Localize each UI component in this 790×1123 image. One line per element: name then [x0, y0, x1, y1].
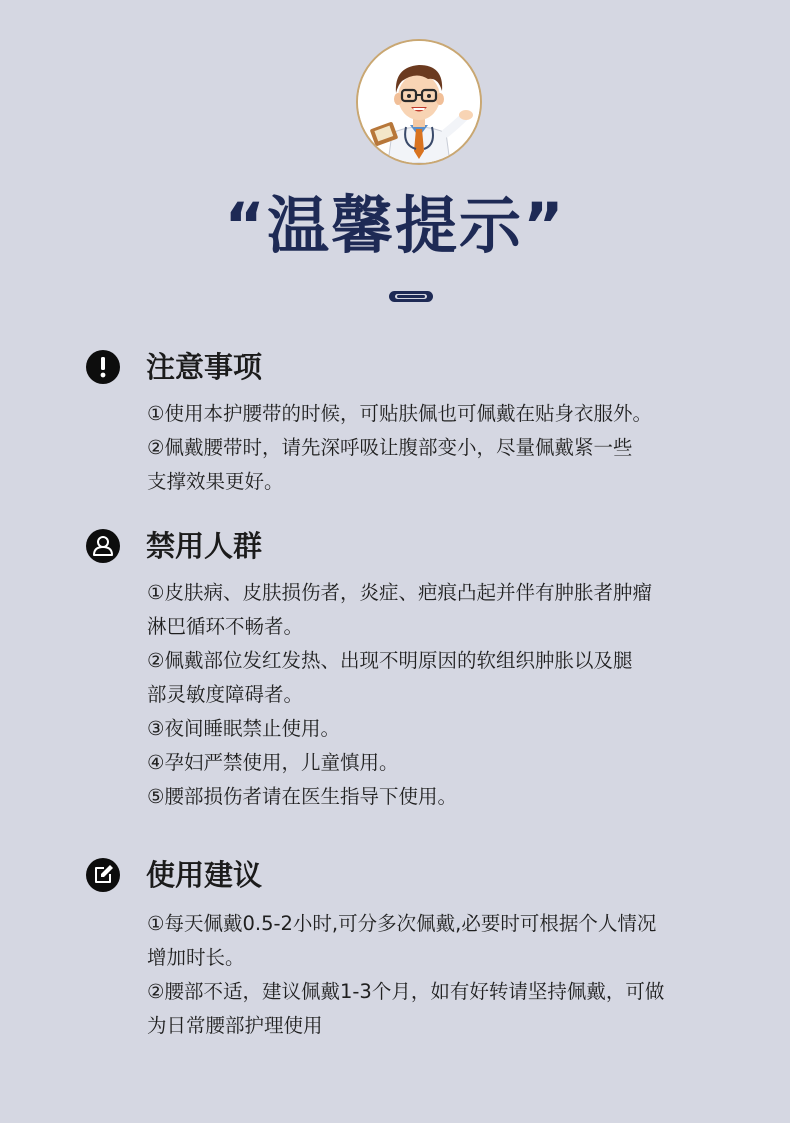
body-line: 为日常腰部护理使用 [147, 1014, 323, 1037]
body-line: ②腰部不适，建议佩戴1-3个月，如有好转请坚持佩戴，可做 [147, 980, 665, 1003]
section-body [147, 907, 664, 1043]
user-icon [86, 529, 120, 563]
section-body [147, 576, 652, 814]
doctor-avatar-icon [358, 41, 480, 163]
section-body [147, 397, 652, 499]
section-title: 注意事项 [146, 350, 263, 384]
edit-icon [86, 858, 120, 892]
body-line: ③夜间睡眠禁止使用。 [147, 717, 340, 740]
body-line: 增加时长。 [147, 946, 245, 969]
body-line: 淋巴循环不畅者。 [147, 615, 304, 638]
page-title: “温馨提示” [224, 189, 566, 262]
title-divider [389, 291, 433, 302]
body-line: ①皮肤病、皮肤损伤者，炎症、疤痕凸起并伴有肿胀者肿瘤 [147, 581, 652, 604]
body-line: ⑤腰部损伤者请在医生指导下使用。 [147, 785, 457, 808]
section-title: 使用建议 [146, 858, 263, 892]
body-line: ①每天佩戴0.5-2小时,可分多次佩戴,必要时可根据个人情况 [147, 912, 657, 935]
body-line: ①使用本护腰带的时候，可贴肤佩也可佩戴在贴身衣服外。 [147, 402, 652, 425]
body-line: ②佩戴腰带时，请先深呼吸让腹部变小，尽量佩戴紧一些 [147, 436, 633, 459]
body-line: ④孕妇严禁使用，儿童慎用。 [147, 751, 399, 774]
body-line: 部灵敏度障碍者。 [147, 683, 304, 706]
section-title: 禁用人群 [146, 529, 263, 563]
body-line: 支撑效果更好。 [147, 470, 284, 493]
body-line: ②佩戴部位发红发热、出现不明原因的软组织肿胀以及腿 [147, 649, 633, 672]
exclamation-icon [86, 350, 120, 384]
